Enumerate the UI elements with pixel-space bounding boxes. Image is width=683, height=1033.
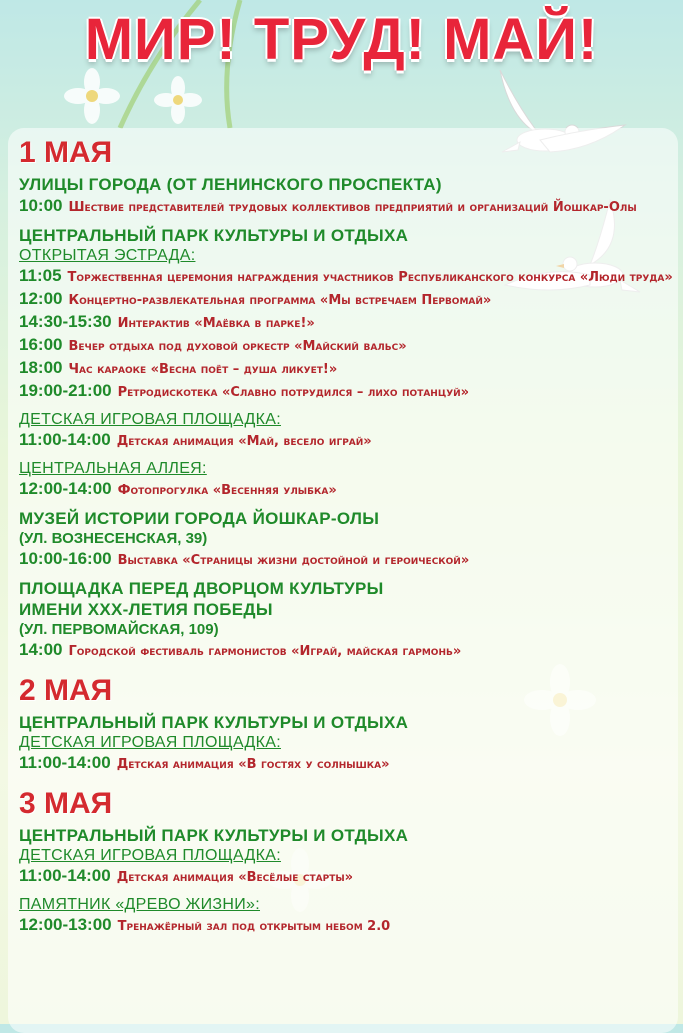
zone-title: ЦЕНТРАЛЬНАЯ АЛЛЕЯ: bbox=[19, 460, 207, 477]
zone-title: ДЕТСКАЯ ИГРОВАЯ ПЛОЩАДКА: bbox=[19, 734, 281, 751]
venue-title: УЛИЦЫ ГОРОДА (ОТ ЛЕНИНСКОГО ПРОСПЕКТА) bbox=[19, 175, 442, 194]
zone-title: ОТКРЫТАЯ ЭСТРАДА: bbox=[19, 247, 196, 264]
venue-title: ЦЕНТРАЛЬНЫЙ ПАРК КУЛЬТУРЫ И ОТДЫХА bbox=[19, 826, 409, 845]
event-row bbox=[19, 288, 674, 311]
event-description: Детская анимация «В гостях у солнышка» bbox=[116, 757, 390, 772]
event-description: Шествие представителей трудовых коллективов предприятий и организаций Йошкар-Олы bbox=[68, 200, 637, 215]
day-heading: 3 МАЯ bbox=[19, 787, 113, 820]
event-row bbox=[19, 265, 674, 288]
event-time: 14:00 bbox=[19, 640, 63, 659]
event-row bbox=[19, 195, 674, 218]
event-time: 10:00 bbox=[19, 196, 63, 215]
event-time: 11:05 bbox=[19, 266, 62, 285]
venue-title: ЦЕНТРАЛЬНЫЙ ПАРК КУЛЬТУРЫ И ОТДЫХА bbox=[19, 226, 409, 245]
event-description: Торжественная церемония награждения участников Республиканского конкурса «Люди труда» bbox=[67, 270, 673, 285]
event-time: 11:00-14:00 bbox=[19, 430, 111, 449]
event-description: Детская анимация «Май, весело играй» bbox=[116, 434, 372, 449]
event-description: Интерактив «Маёвка в парке!» bbox=[117, 316, 315, 331]
event-row bbox=[19, 752, 674, 775]
event-description: Вечер отдыха под духовой оркестр «Майский вальс» bbox=[68, 339, 407, 354]
event-time: 14:30-15:30 bbox=[19, 312, 112, 331]
event-row bbox=[19, 548, 674, 571]
venue-address: (УЛ. ПЕРВОМАЙСКАЯ, 109) bbox=[19, 621, 219, 638]
event-description: Тренажёрный зал под открытым небом 2.0 bbox=[117, 919, 391, 934]
zone-title: ДЕТСКАЯ ИГРОВАЯ ПЛОЩАДКА: bbox=[19, 847, 281, 864]
event-description: Фотопрогулка «Весенняя улыбка» bbox=[117, 483, 337, 498]
zone-title: ПАМЯТНИК «ДРЕВО ЖИЗНИ»: bbox=[19, 896, 260, 913]
event-description: Городской фестиваль гармонистов «Играй, майская гармонь» bbox=[68, 644, 462, 659]
event-time: 12:00-13:00 bbox=[19, 915, 112, 934]
event-description: Час караоке «Весна поёт – душа ликует!» bbox=[68, 362, 338, 377]
page-title: МИР! ТРУД! МАЙ! bbox=[84, 7, 599, 72]
event-description: Детская анимация «Весёлые старты» bbox=[116, 870, 354, 885]
day-heading: 2 МАЯ bbox=[19, 674, 113, 707]
event-time: 12:00 bbox=[19, 289, 63, 308]
day-heading: 1 МАЯ bbox=[19, 136, 113, 169]
event-time: 18:00 bbox=[19, 358, 63, 377]
schedule-content bbox=[19, 136, 674, 937]
flower-icon bbox=[64, 68, 120, 124]
event-row bbox=[19, 334, 674, 357]
event-description: Ретродискотека «Славно потрудился – лихо потанцуй» bbox=[117, 385, 470, 400]
event-row bbox=[19, 357, 674, 380]
event-row bbox=[19, 914, 674, 937]
venue-title: ЦЕНТРАЛЬНЫЙ ПАРК КУЛЬТУРЫ И ОТДЫХА bbox=[19, 713, 409, 732]
event-time: 11:00-14:00 bbox=[19, 753, 111, 772]
venue-title: МУЗЕЙ ИСТОРИИ ГОРОДА ЙОШКАР-ОЛЫ bbox=[19, 509, 380, 528]
event-description: Концертно-развлекательная программа «Мы встречаем Первомай» bbox=[68, 293, 492, 308]
event-row bbox=[19, 865, 674, 888]
event-row bbox=[19, 429, 674, 452]
event-description: Выставка «Страницы жизни достойной и героической» bbox=[117, 553, 470, 568]
event-row bbox=[19, 380, 674, 403]
venue-title: ПЛОЩАДКА ПЕРЕД ДВОРЦОМ КУЛЬТУРЫ bbox=[19, 579, 384, 598]
flower-icon bbox=[154, 76, 202, 124]
event-time: 10:00-16:00 bbox=[19, 549, 112, 568]
event-row bbox=[19, 639, 674, 662]
event-time: 12:00-14:00 bbox=[19, 479, 112, 498]
event-time: 11:00-14:00 bbox=[19, 866, 111, 885]
venue-address: (УЛ. ВОЗНЕСЕНСКАЯ, 39) bbox=[19, 530, 208, 547]
event-row bbox=[19, 311, 674, 334]
zone-title: ДЕТСКАЯ ИГРОВАЯ ПЛОЩАДКА: bbox=[19, 411, 281, 428]
venue-title-line2: ИМЕНИ XXX-ЛЕТИЯ ПОБЕДЫ bbox=[19, 600, 273, 619]
event-row bbox=[19, 478, 674, 501]
event-time: 16:00 bbox=[19, 335, 63, 354]
event-time: 19:00-21:00 bbox=[19, 381, 112, 400]
